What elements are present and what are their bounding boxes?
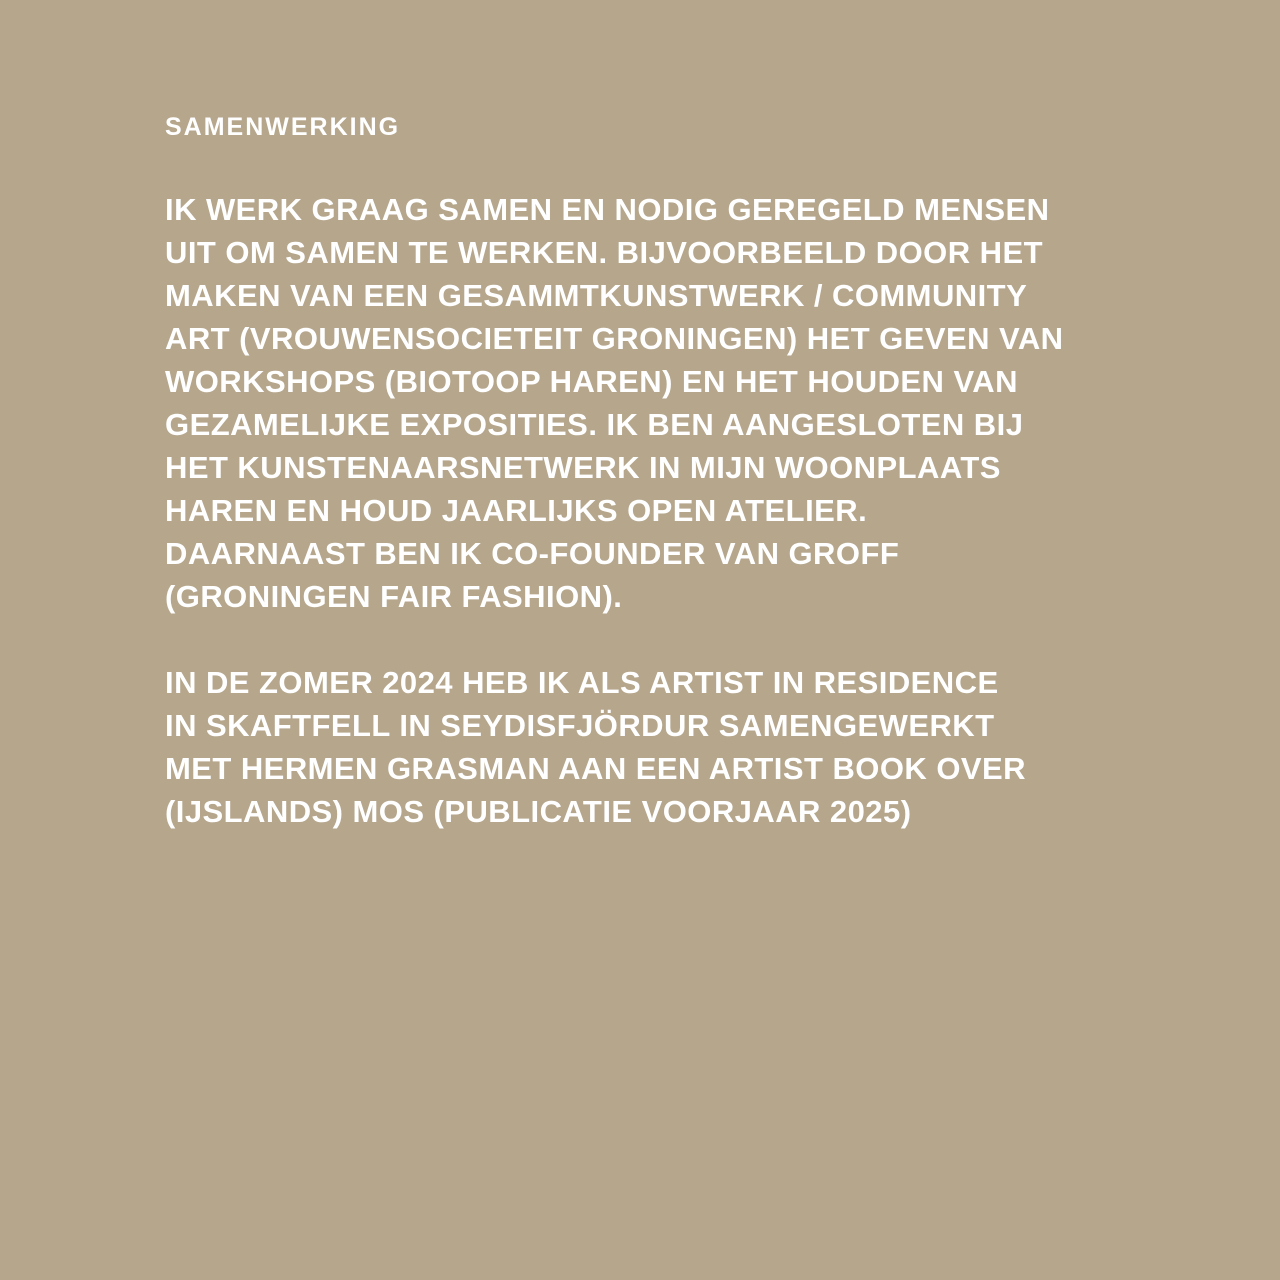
paragraph-line: MAKEN VAN EEN GESAMMTKUNSTWERK / COMMUNITY [165, 278, 1028, 313]
paragraph-line: (IJSLANDS) MOS (PUBLICATIE VOORJAAR 2025) [165, 794, 912, 829]
paragraph-collaboration-intro [165, 188, 1125, 618]
paragraph-line: IN DE ZOMER 2024 HEB IK ALS ARTIST IN RESIDENCE [165, 665, 999, 700]
paragraph-line: DAARNAAST BEN IK CO-FOUNDER VAN GROFF [165, 536, 900, 571]
paragraph-line: IN SKAFTFELL IN SEYDISFJÖRDUR SAMENGEWERKT [165, 708, 995, 743]
paragraph-line: UIT OM SAMEN TE WERKEN. BIJVOORBEELD DOOR HET [165, 235, 1043, 270]
text-content-block [165, 112, 1125, 833]
paragraph-line: HET KUNSTENAARSNETWERK IN MIJN WOONPLAATS [165, 450, 1001, 485]
page-title: SAMENWERKING [165, 113, 401, 141]
paragraph-line: (GRONINGEN FAIR FASHION). [165, 579, 623, 614]
paragraph-line: HAREN EN HOUD JAARLIJKS OPEN ATELIER. [165, 493, 868, 528]
paragraph-line: GEZAMELIJKE EXPOSITIES. IK BEN AANGESLOTEN BIJ [165, 407, 1024, 442]
paragraph-line: MET HERMEN GRASMAN AAN EEN ARTIST BOOK OVER [165, 751, 1026, 786]
paragraph-residency-2024 [165, 661, 1125, 833]
paragraph-line: WORKSHOPS (BIOTOOP HAREN) EN HET HOUDEN VAN [165, 364, 1018, 399]
paragraph-line: IK WERK GRAAG SAMEN EN NODIG GEREGELD MENSEN [165, 192, 1050, 227]
paragraph-line: ART (VROUWENSOCIETEIT GRONINGEN) HET GEVEN VAN [165, 321, 1064, 356]
